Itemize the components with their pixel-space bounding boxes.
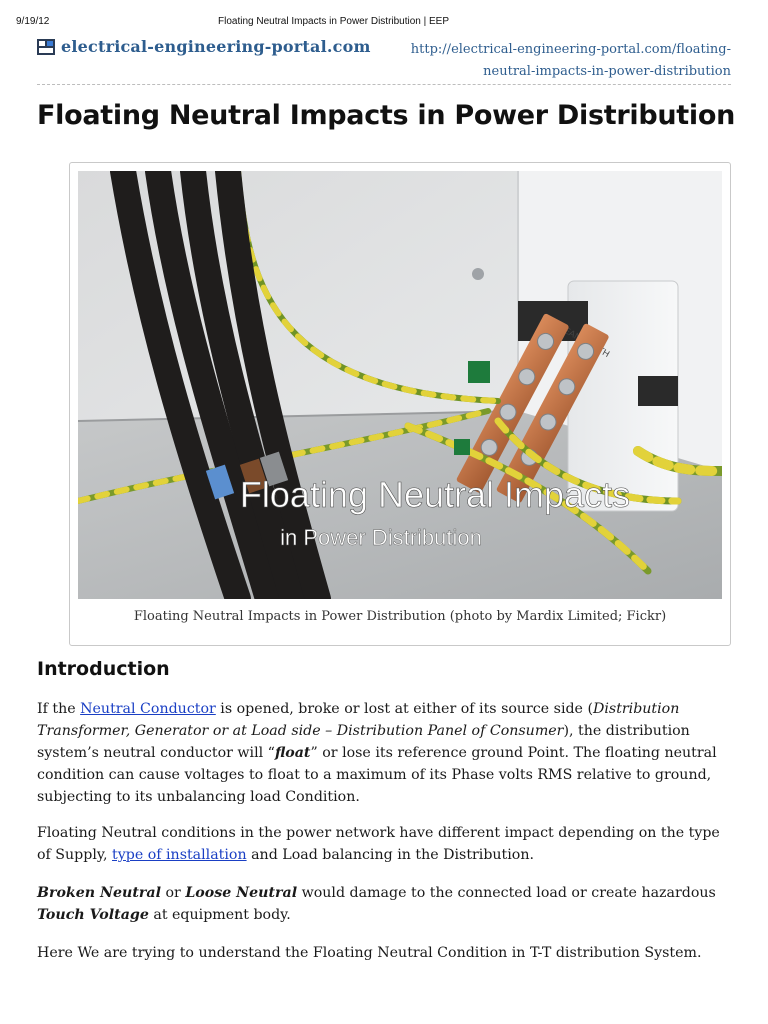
article-photo xyxy=(78,171,722,599)
text: If the xyxy=(37,701,81,717)
paragraph-3 xyxy=(37,882,731,926)
type-of-installation-link[interactable]: type of installation xyxy=(112,847,247,863)
paragraph-2 xyxy=(37,822,731,866)
eep-logo-icon[interactable] xyxy=(37,39,55,55)
article-figure xyxy=(69,162,731,646)
page-title: Floating Neutral Impacts in Power Distribution xyxy=(37,100,735,131)
text: ), the distribution system’s neutral conductor will “ xyxy=(37,723,690,761)
print-title: Floating Neutral Impacts in Power Distribution | EEP xyxy=(218,16,450,27)
bold-italic-text: Touch Voltage xyxy=(37,907,149,923)
emphasis-text: float xyxy=(274,745,311,761)
overlay-subtitle: in Power Distribution xyxy=(280,525,482,550)
url-line-1: http://electrical-engineering-portal.com/floating- xyxy=(410,42,731,57)
text: is opened, broke or lost at either of its source side ( xyxy=(215,701,593,717)
text: Floating Neutral conditions in the power network have different impact depending on the type of Supply, xyxy=(37,825,720,863)
section-heading-introduction: Introduction xyxy=(37,658,170,680)
site-name-link[interactable]: electrical-engineering-portal.com xyxy=(61,37,371,56)
neutral-conductor-link[interactable]: Neutral Conductor xyxy=(80,701,216,717)
bold-italic-text: Broken Neutral xyxy=(37,885,161,901)
bold-italic-text: Loose Neutral xyxy=(185,885,298,901)
text: at equipment body. xyxy=(148,907,291,923)
article-url-link[interactable] xyxy=(401,39,731,83)
paragraph-4: Here We are trying to understand the Floating Neutral Condition in T-T distribution System. xyxy=(37,945,702,961)
text: would damage to the connected load or create hazardous xyxy=(297,885,716,901)
text: or xyxy=(160,885,186,901)
text: and Load balancing in the Distribution. xyxy=(246,847,534,863)
print-date: 9/19/12 xyxy=(16,16,50,27)
overlay-title: Floating Neutral Impacts xyxy=(239,474,631,515)
figure-caption: Floating Neutral Impacts in Power Distribution (photo by Mardix Limited; Fickr) xyxy=(133,609,667,624)
text: ” or lose its reference ground Point. The floating neutral condition can cause voltages to float to a maximum of its Phase volts RMS relative to ground, subjecting to its unbalancing load Condition. xyxy=(37,745,717,805)
paragraph-1 xyxy=(37,698,731,808)
print-header xyxy=(0,16,768,30)
url-line-2: neutral-impacts-in-power-distribution xyxy=(483,64,731,79)
site-header xyxy=(37,36,731,85)
emphasis-text: Distribution Transformer, Generator or at Load side – Distribution Panel of Consumer xyxy=(37,701,680,739)
